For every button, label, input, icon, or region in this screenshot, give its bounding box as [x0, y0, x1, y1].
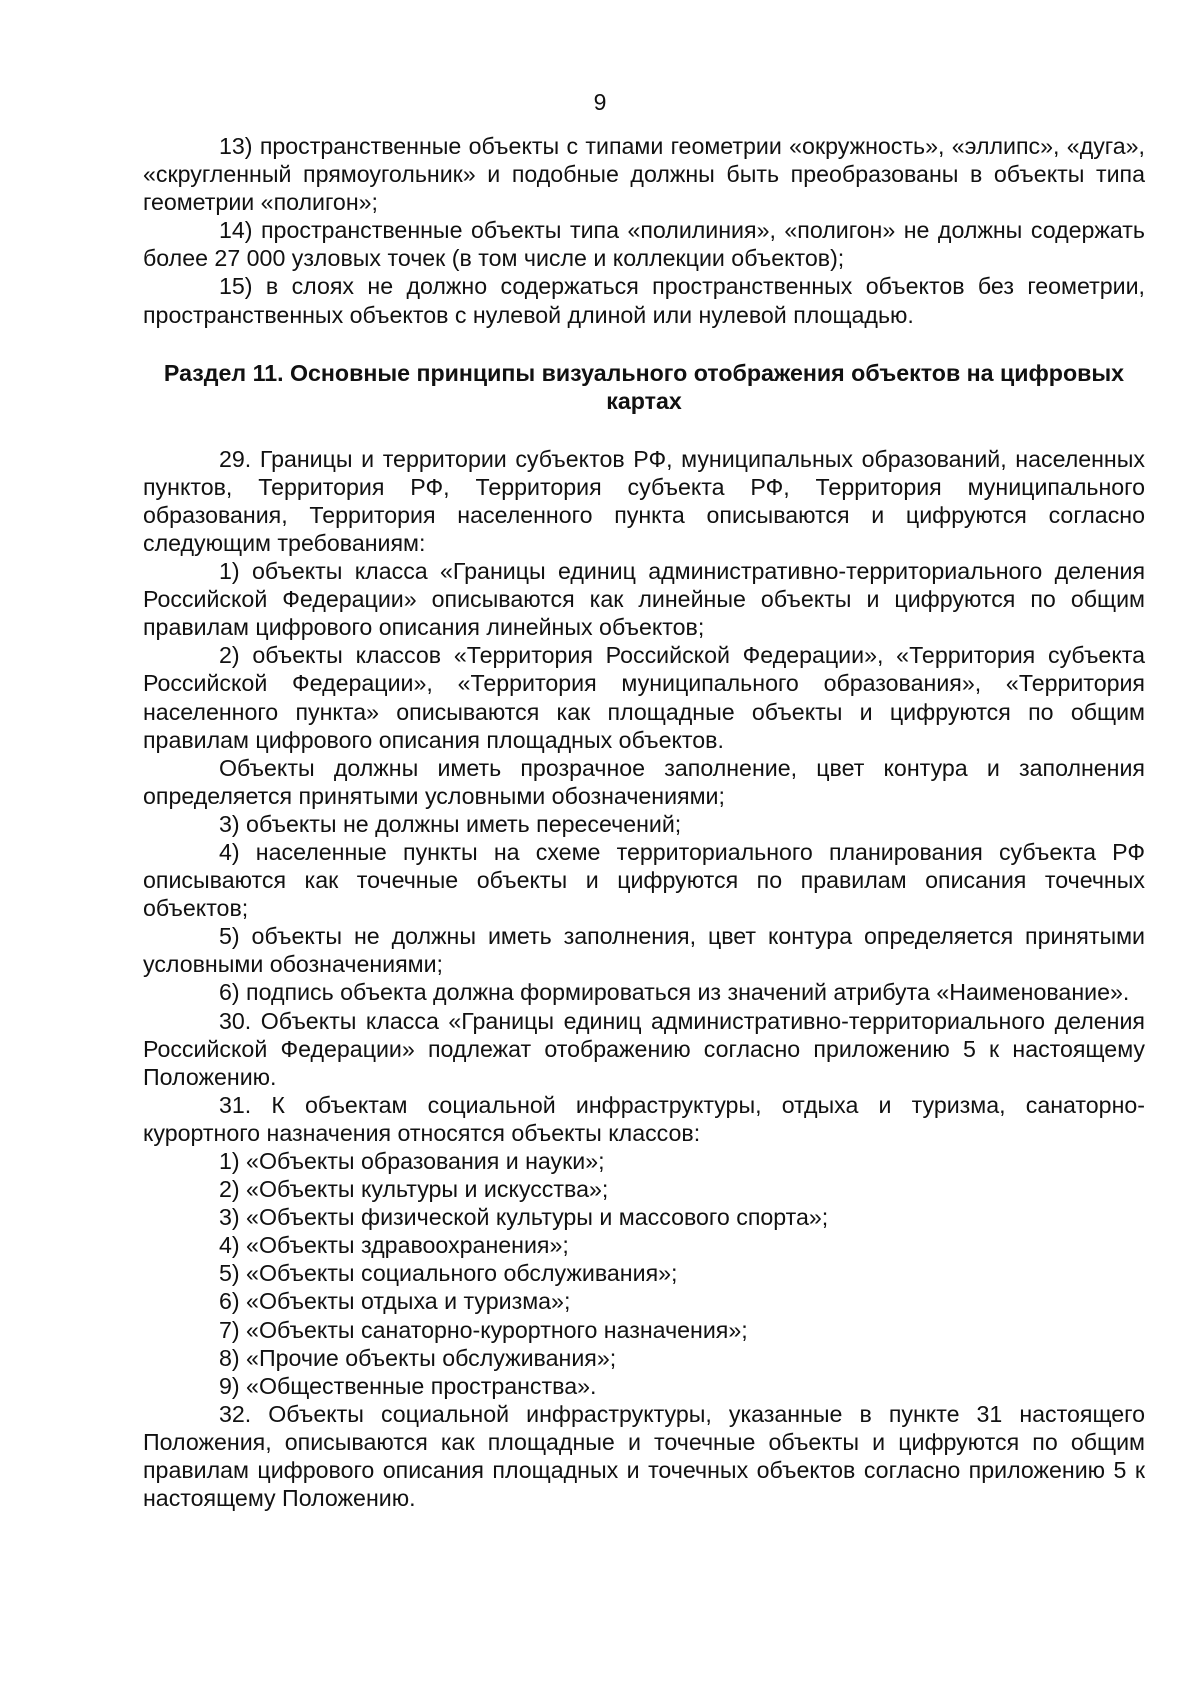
- paragraph-item-13: 13) пространственные объекты с типами геометрии «окружность», «эллипс», «дуга», «скругленный прямоугольник» и подобные должны быть преобразованы в объекты типа геометрии «полигон»;: [143, 133, 1145, 216]
- class-list-item: 2) «Объекты культуры и искусства»;: [219, 1176, 609, 1203]
- class-list-item: 9) «Общественные пространства».: [219, 1372, 597, 1399]
- paragraph-item-14: 14) пространственные объекты типа «полилиния», «полигон» не должны содержать более 27 000 узловых точек (в том числе и коллекции объектов);: [143, 217, 1145, 272]
- paragraph-29-item-5: 5) объекты не должны иметь заполнения, цвет контура определяется принятыми условными обозначениями;: [143, 923, 1145, 978]
- class-list-item: 1) «Объекты образования и науки»;: [219, 1148, 605, 1174]
- paragraph-item-15: 15) в слоях не должно содержаться пространственных объектов без геометрии, пространственных объектов с нулевой длиной или нулевой площадью.: [143, 273, 1145, 328]
- class-list-item: 7) «Объекты санаторно-курортного назначения»;: [219, 1316, 748, 1343]
- class-list-item: 4) «Объекты здравоохранения»;: [219, 1232, 569, 1259]
- paragraph-32: 32. Объекты социальной инфраструктуры, указанные в пункте 31 настоящего Положения, описываются как площадные и точечные объекты и цифруются по общим правилам цифрового описания площадных и точечных объектов согласно приложению 5 к настоящему Положению.: [143, 1400, 1145, 1512]
- class-list-item: 6) «Объекты отдыха и туризма»;: [219, 1288, 571, 1315]
- class-list-item: 3) «Объекты физической культуры и массового спорта»;: [219, 1204, 829, 1231]
- paragraph-29-item-2: 2) объекты классов «Территория Российской Федерации», «Территория субъекта Российской Федерации», «Территория муниципального образования», «Территория населенного пункта» описываются как площадные объекты и цифруются по общим правилам цифрового описания площадных объектов.: [143, 642, 1145, 753]
- paragraph-29-item-4: 4) населенные пункты на схеме территориального планирования субъекта РФ описываются как точечные объекты и цифруются по правилам описания точечных объектов;: [143, 838, 1145, 922]
- paragraph-29-item-6: 6) подпись объекта должна формироваться из значений атрибута «Наименование».: [219, 979, 1130, 1006]
- class-list-item: 5) «Объекты социального обслуживания»;: [219, 1260, 678, 1287]
- paragraph-29: 29. Границы и территории субъектов РФ, муниципальных образований, населенных пунктов, Территория РФ, Территория субъекта РФ, Территория муниципального образования, Территория населенного пункта описываются и цифруются согласно следующим требованиям:: [143, 445, 1145, 556]
- document-body: [143, 132, 1145, 1512]
- class-list-item: 8) «Прочие объекты обслуживания»;: [219, 1344, 617, 1371]
- paragraph-31: 31. К объектам социальной инфраструктуры, отдыха и туризма, санаторно-курортного назначения относятся объекты классов:: [143, 1091, 1145, 1146]
- paragraph-29-item-3: 3) объекты не должны иметь пересечений;: [219, 810, 682, 837]
- page-number: 9: [593, 89, 607, 115]
- paragraph-30: 30. Объекты класса «Границы единиц административно-территориального деления Российской Федерации» подлежат отображению согласно приложению 5 к настоящему Положению.: [143, 1007, 1145, 1090]
- section-heading: Раздел 11. Основные принципы визуального отображения объектов на цифровых картах: [163, 359, 1125, 414]
- paragraph-29-fill-note: Объекты должны иметь прозрачное заполнение, цвет контура и заполнения определяется принятыми условными обозначениями;: [143, 754, 1145, 809]
- paragraph-29-item-1: 1) объекты класса «Границы единиц административно-территориального деления Российской Федерации» описываются как линейные объекты и цифруются по общим правилам цифрового описания линейных объектов;: [143, 558, 1145, 641]
